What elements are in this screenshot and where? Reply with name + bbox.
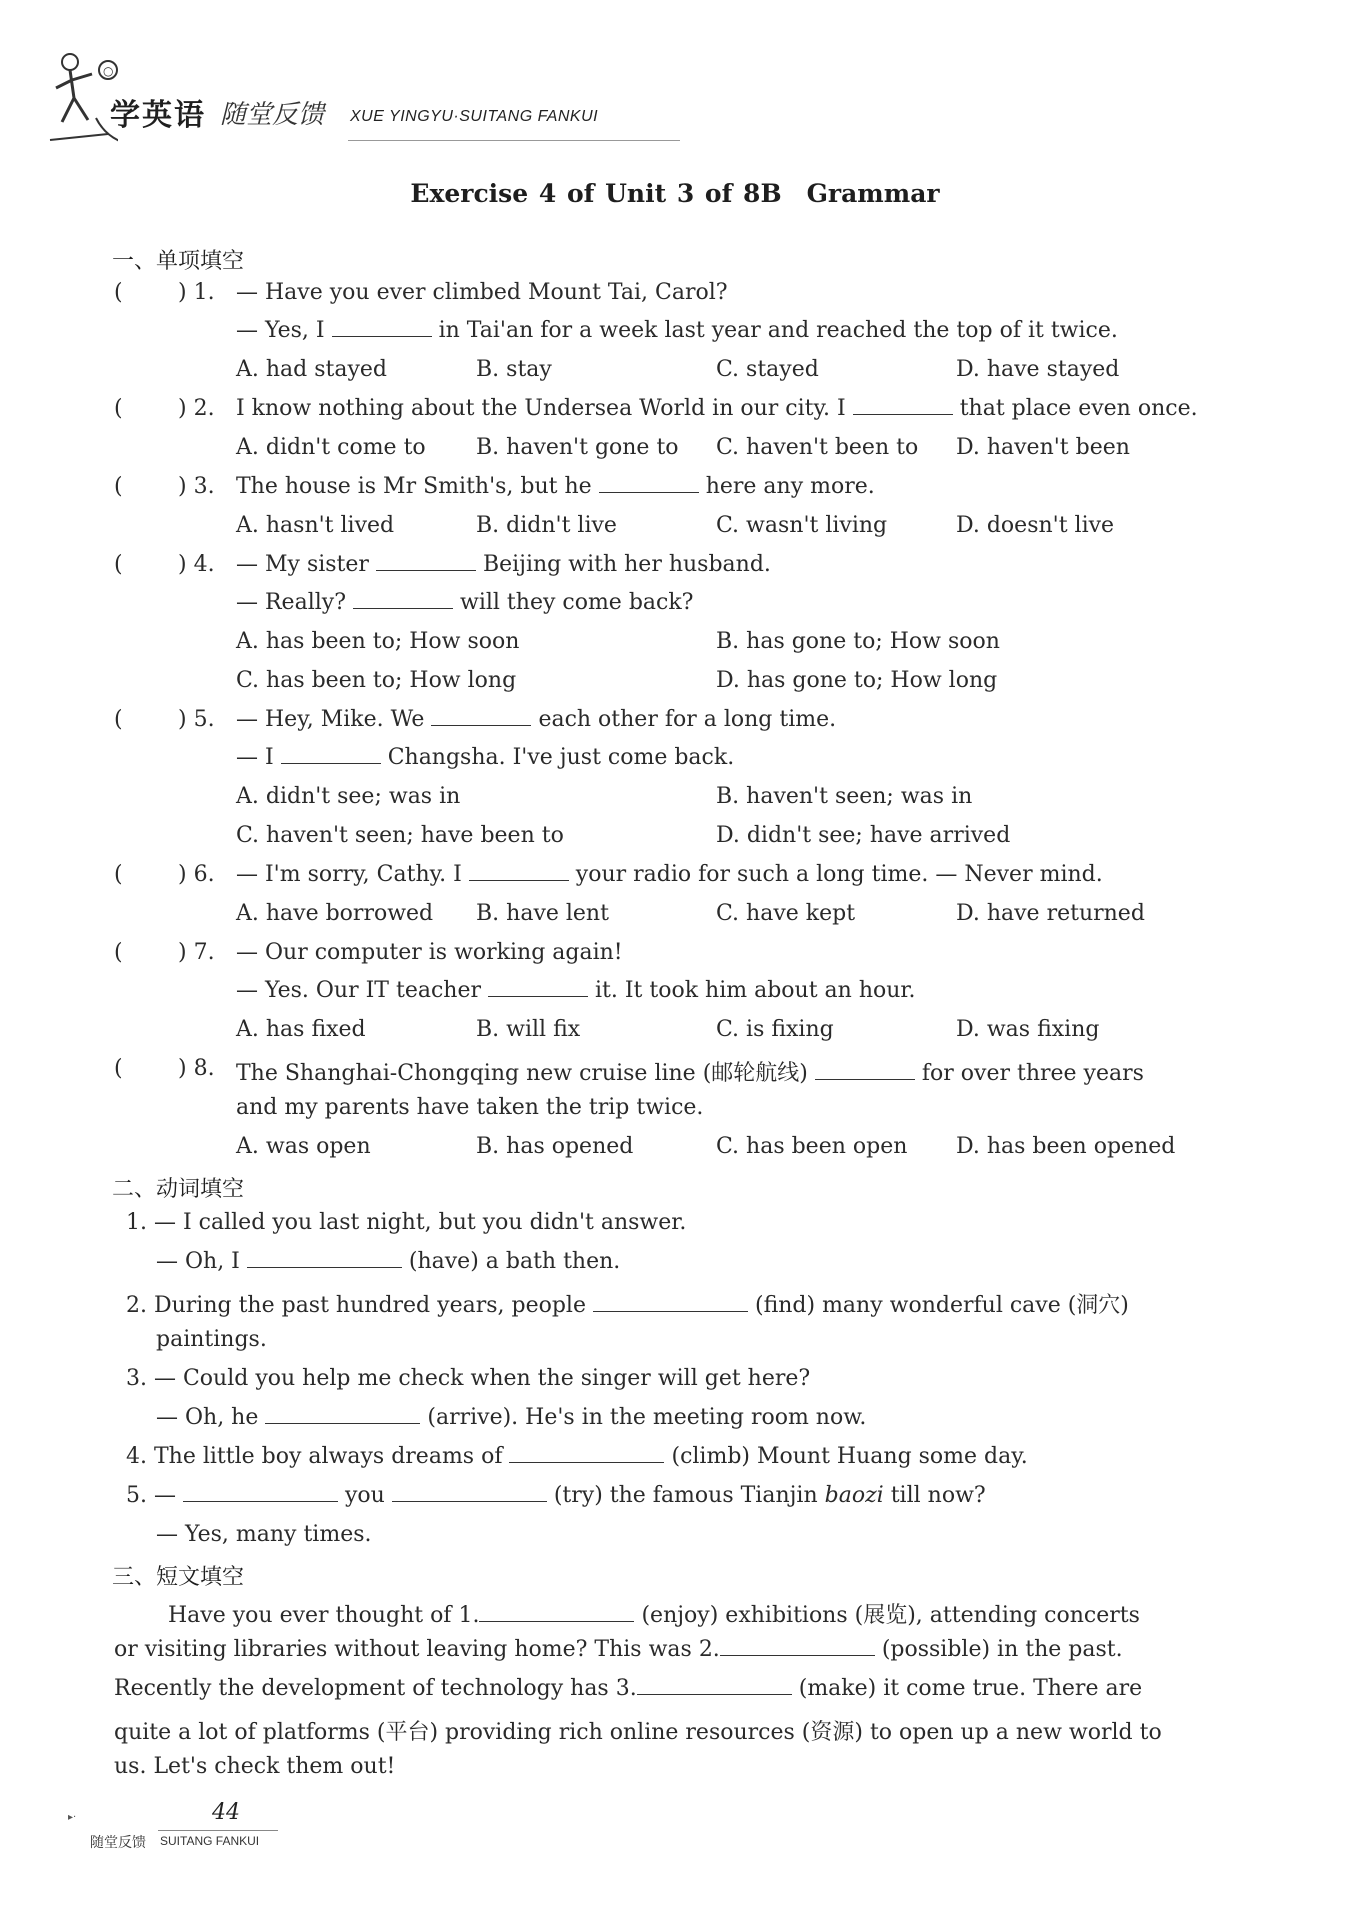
fill-item-1: 1. — I called you last night, but you didn't answer.	[126, 1210, 687, 1235]
text: — Really?	[236, 590, 346, 615]
logo-pinyin: XUE YINGYU·SUITANG FANKUI	[350, 108, 599, 125]
text: (climb) Mount Huang some day.	[671, 1444, 1028, 1469]
passage-line-5: us. Let's check them out!	[114, 1754, 396, 1779]
question-text: — Our computer is working again!	[236, 940, 623, 965]
text: for over three years	[921, 1061, 1144, 1086]
answer-bracket[interactable]: (	[114, 862, 165, 887]
text: (find) many wonderful cave (洞穴)	[754, 1293, 1129, 1318]
answer-blank[interactable]	[353, 607, 453, 609]
answer-bracket[interactable]: (	[114, 474, 165, 499]
option-b[interactable]: B. stay	[476, 357, 552, 382]
text: or visiting libraries without leaving home? This was	[114, 1637, 692, 1662]
option-d[interactable]: D. didn't see; have arrived	[716, 823, 1011, 848]
answer-blank[interactable]	[332, 335, 432, 337]
text: — Yes, I	[236, 318, 325, 343]
option-b[interactable]: B. didn't live	[476, 513, 617, 538]
answer-bracket[interactable]: (	[114, 940, 165, 965]
header-banner	[48, 48, 648, 148]
option-a[interactable]: A. hasn't lived	[236, 513, 395, 538]
text: till now?	[890, 1483, 986, 1508]
text: 5. —	[126, 1483, 176, 1508]
text: will they come back?	[460, 590, 694, 615]
text: — I'm sorry, Cathy. I	[236, 862, 462, 887]
question-text: — Have you ever climbed Mount Tai, Carol?	[236, 280, 728, 305]
answer-blank[interactable]	[431, 724, 531, 726]
option-d[interactable]: D. haven't been	[956, 435, 1130, 460]
option-c[interactable]: C. is fixing	[716, 1017, 834, 1042]
answer-blank[interactable]	[509, 1461, 664, 1463]
question-text	[236, 1056, 1144, 1087]
option-c[interactable]: C. haven't seen; have been to	[236, 823, 564, 848]
italic-word: baozi	[824, 1483, 884, 1508]
question-number: ) 3.	[178, 474, 215, 499]
text: each other for a long time.	[538, 707, 837, 732]
footer-pinyin: SUITANG FANKUI	[160, 1834, 260, 1848]
option-a[interactable]: A. didn't see; was in	[236, 784, 461, 809]
question-text	[236, 552, 771, 577]
text: — Oh, I	[156, 1249, 240, 1274]
section-heading-2: 二、动词填空	[112, 1177, 245, 1202]
answer-blank[interactable]	[392, 1500, 547, 1502]
option-a[interactable]: A. was open	[236, 1134, 371, 1159]
section-heading-3: 三、短文填空	[112, 1565, 245, 1590]
svg-text:○: ○	[103, 64, 114, 78]
text: — My sister	[236, 552, 369, 577]
option-a[interactable]: A. have borrowed	[236, 901, 434, 926]
footer-brand: 随堂反馈	[90, 1835, 146, 1851]
question-text: and my parents have taken the trip twice.	[236, 1095, 704, 1120]
option-b[interactable]: B. has gone to; How soon	[716, 629, 1000, 654]
text: here any more.	[705, 474, 875, 499]
blank-number: 2.	[698, 1637, 720, 1662]
option-d[interactable]: D. was fixing	[956, 1017, 1100, 1042]
option-c[interactable]: C. haven't been to	[716, 435, 919, 460]
answer-bracket[interactable]: (	[114, 552, 165, 577]
text: (make) it come true. There are	[798, 1676, 1143, 1701]
text: — I	[236, 745, 274, 770]
answer-blank[interactable]	[281, 762, 381, 764]
text: you	[344, 1483, 385, 1508]
question-text	[236, 318, 1118, 343]
option-a[interactable]: A. didn't come to	[236, 435, 426, 460]
text: I know nothing about the Undersea World in our city. I	[236, 396, 846, 421]
logo-subtitle: 随堂反馈	[220, 100, 325, 130]
option-b[interactable]: B. have lent	[476, 901, 609, 926]
logo-title: 学英语	[110, 98, 206, 133]
option-d[interactable]: D. has been opened	[956, 1134, 1176, 1159]
option-d[interactable]: D. has gone to; How long	[716, 668, 998, 693]
arrow-icon: ▸·	[68, 1812, 77, 1823]
question-text	[236, 590, 693, 615]
passage-line-1	[168, 1598, 1140, 1629]
option-d[interactable]: D. doesn't live	[956, 513, 1115, 538]
answer-blank[interactable]	[637, 1693, 792, 1695]
text: in Tai'an for a week last year and reached the top of it twice.	[438, 318, 1118, 343]
fill-item-3-answer	[156, 1405, 866, 1430]
question-text	[236, 862, 1103, 887]
option-a[interactable]: A. has been to; How soon	[236, 629, 520, 654]
text: (try) the famous Tianjin	[553, 1483, 818, 1508]
answer-blank[interactable]	[599, 491, 699, 493]
answer-blank[interactable]	[183, 1500, 338, 1502]
question-number: ) 5.	[178, 707, 215, 732]
answer-blank[interactable]	[479, 1620, 634, 1622]
passage-line-2	[114, 1637, 1123, 1662]
answer-blank[interactable]	[265, 1422, 420, 1424]
question-text	[236, 396, 1198, 421]
text: — Yes. Our IT teacher	[236, 978, 481, 1003]
option-d[interactable]: D. have stayed	[956, 357, 1120, 382]
question-text	[236, 978, 916, 1003]
option-b[interactable]: B. haven't seen; was in	[716, 784, 973, 809]
fill-item-2-cont: paintings.	[156, 1327, 267, 1352]
answer-bracket[interactable]: (	[114, 396, 165, 421]
option-a[interactable]: A. has fixed	[236, 1017, 366, 1042]
answer-bracket[interactable]: (	[114, 1056, 165, 1081]
option-a[interactable]: A. had stayed	[236, 357, 388, 382]
text: your radio for such a long time. — Never mind.	[575, 862, 1103, 887]
fill-item-1-answer	[156, 1249, 620, 1274]
running-kid-icon	[48, 48, 118, 148]
fill-item-5-reply: — Yes, many times.	[156, 1522, 372, 1547]
answer-blank[interactable]	[469, 879, 569, 881]
question-number: ) 7.	[178, 940, 215, 965]
text: that place even once.	[959, 396, 1198, 421]
question-number: ) 4.	[178, 552, 215, 577]
option-d[interactable]: D. have returned	[956, 901, 1145, 926]
text: — Hey, Mike. We	[236, 707, 425, 732]
text: (arrive). He's in the meeting room now.	[427, 1405, 867, 1430]
question-number: ) 1.	[178, 280, 215, 305]
answer-blank[interactable]	[247, 1266, 402, 1268]
answer-blank[interactable]	[593, 1310, 748, 1312]
text: Have you ever thought of	[168, 1603, 452, 1628]
answer-bracket[interactable]: (	[114, 707, 165, 732]
text: (have) a bath then.	[408, 1249, 621, 1274]
page-title: Exercise 4 of Unit 3 of 8B Grammar	[410, 179, 940, 208]
question-text	[236, 474, 875, 499]
answer-blank[interactable]	[720, 1654, 875, 1656]
text: The house is Mr Smith's, but he	[236, 474, 592, 499]
text: 4. The little boy always dreams of	[126, 1444, 503, 1469]
answer-blank[interactable]	[853, 413, 953, 415]
option-b[interactable]: B. will fix	[476, 1017, 581, 1042]
header-divider	[348, 140, 680, 141]
footer-divider	[158, 1830, 278, 1831]
answer-blank[interactable]	[488, 995, 588, 997]
option-c[interactable]: C. stayed	[716, 357, 819, 382]
answer-blank[interactable]	[376, 569, 476, 571]
text: (enjoy) exhibitions (展览), attending concerts	[641, 1603, 1140, 1628]
text: Beijing with her husband.	[482, 552, 771, 577]
blank-number: 3.	[615, 1676, 637, 1701]
question-text	[236, 707, 836, 732]
text: Recently the development of technology has	[114, 1676, 609, 1701]
option-c[interactable]: C. has been open	[716, 1134, 908, 1159]
text: it. It took him about an hour.	[594, 978, 916, 1003]
question-number: ) 6.	[178, 862, 215, 887]
text: (possible) in the past.	[881, 1637, 1123, 1662]
option-c[interactable]: C. have kept	[716, 901, 856, 926]
option-b[interactable]: B. has opened	[476, 1134, 634, 1159]
blank-number: 1.	[458, 1603, 480, 1628]
question-number: ) 2.	[178, 396, 215, 421]
passage-line-4: quite a lot of platforms (平台) providing rich online resources (资源) to open up a new world to	[114, 1720, 1162, 1745]
answer-blank[interactable]	[815, 1078, 915, 1080]
option-c[interactable]: C. wasn't living	[716, 513, 888, 538]
question-text	[236, 745, 734, 770]
text: 2. During the past hundred years, people	[126, 1293, 586, 1318]
fill-item-4	[126, 1444, 1028, 1469]
section-heading-1: 一、单项填空	[112, 249, 245, 274]
text: Changsha. I've just come back.	[387, 745, 735, 770]
question-number: ) 8.	[178, 1056, 215, 1081]
text: — Oh, he	[156, 1405, 259, 1430]
option-c[interactable]: C. has been to; How long	[236, 668, 517, 693]
fill-item-3: 3. — Could you help me check when the singer will get here?	[126, 1366, 811, 1391]
fill-item-2	[126, 1288, 1129, 1319]
passage-line-3	[114, 1676, 1142, 1701]
answer-bracket[interactable]: (	[114, 280, 165, 305]
fill-item-5	[126, 1483, 986, 1508]
page-number: 44	[212, 1800, 240, 1825]
text: The Shanghai-Chongqing new cruise line (邮轮航线)	[236, 1061, 808, 1086]
option-b[interactable]: B. haven't gone to	[476, 435, 679, 460]
